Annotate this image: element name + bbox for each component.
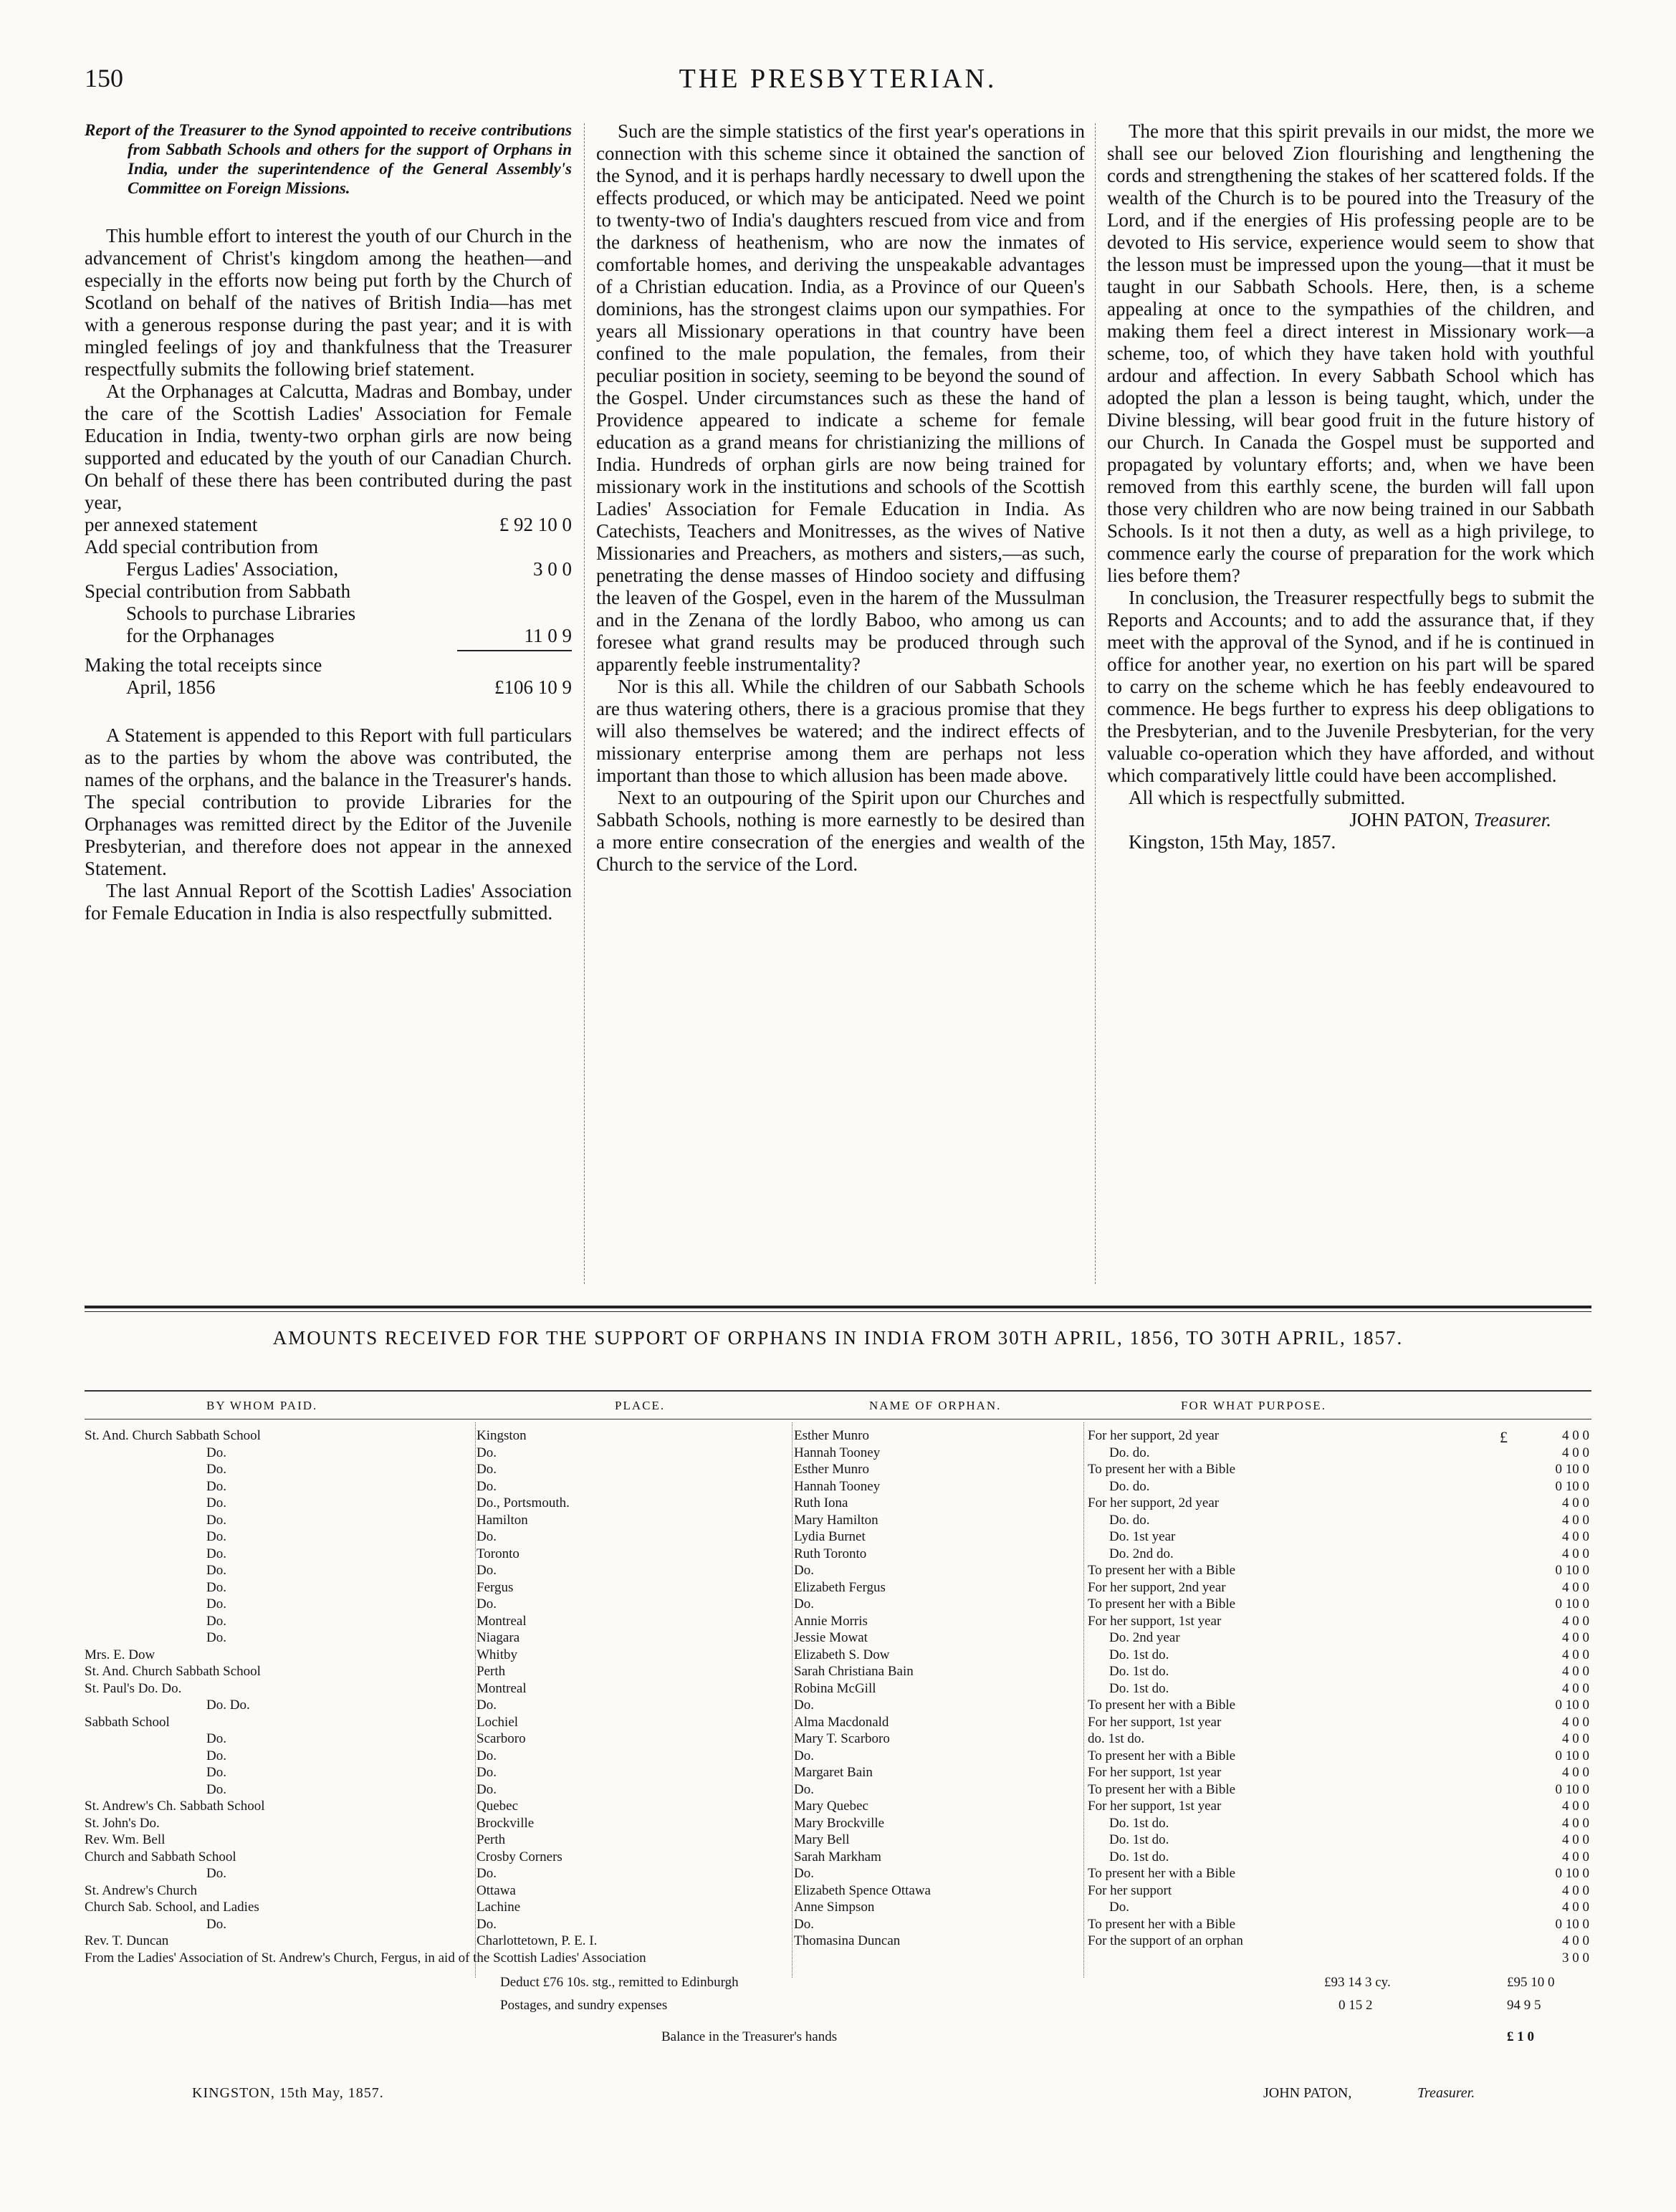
- orphan-name: Margaret Bain: [794, 1765, 873, 1780]
- orphan-name: Do.: [794, 1563, 814, 1578]
- paid-by: Do.: [206, 1563, 226, 1578]
- purpose: For her support, 2d year: [1088, 1495, 1220, 1510]
- amount: 4 0 0: [1562, 1900, 1589, 1915]
- table-row: [85, 1680, 1591, 1698]
- paragraph: The last Annual Report of the Scottish Ladies' Association for Female Education in India is also respectfully submitted.: [85, 880, 572, 924]
- stmt-label: Special contribution from Sabbath: [85, 580, 351, 602]
- place: Perth: [477, 1664, 506, 1679]
- paid-by: Do.: [206, 1731, 226, 1746]
- table-row: [85, 1562, 1591, 1579]
- paid-by: Rev. T. Duncan: [85, 1933, 169, 1948]
- orphan-name: Sarah Markham: [794, 1849, 881, 1864]
- purpose: Do. 1st do.: [1109, 1664, 1169, 1679]
- orphan-name: Do.: [794, 1781, 814, 1797]
- orphan-name: Sarah Christiana Bain: [794, 1664, 914, 1679]
- amount: 4 0 0: [1562, 1512, 1589, 1528]
- purpose: For her support, 2nd year: [1088, 1579, 1226, 1595]
- place: Quebec: [477, 1799, 519, 1814]
- paid-by: St. Andrew's Ch. Sabbath School: [85, 1799, 265, 1814]
- column-2: [596, 120, 1085, 876]
- table-row: [85, 1849, 1591, 1866]
- table-row: [85, 1461, 1591, 1478]
- paragraph: This humble effort to interest the youth of our Church in the advancement of Christ's kingdom among the heathen—and especially in the efforts now being put forth by the Church of Scotland on behalf of the natives of British India—has met with a generous response during the past year; and it is with mingled feelings of joy and thankfulness that the Treasurer respectfully submits the following brief statement.: [85, 225, 572, 380]
- table-row: [85, 1495, 1591, 1512]
- place: Charlottetown, P. E. I.: [477, 1933, 598, 1948]
- paid-by: Do.: [206, 1781, 226, 1797]
- paid-by: Do.: [206, 1478, 226, 1494]
- place: Do., Portsmouth.: [477, 1495, 570, 1510]
- table-row: [85, 1748, 1591, 1765]
- place: Toronto: [477, 1546, 519, 1561]
- amount: 4 0 0: [1562, 1647, 1589, 1662]
- orphan-name: Robina McGill: [794, 1680, 876, 1696]
- header-purpose: FOR WHAT PURPOSE.: [1181, 1399, 1326, 1412]
- section-rule: [85, 1311, 1591, 1312]
- place: Do.: [477, 1765, 497, 1780]
- paid-by: Do.: [206, 1866, 226, 1881]
- purpose: Do. do.: [1109, 1512, 1150, 1528]
- place: Brockville: [477, 1815, 535, 1831]
- orphan-name: Do.: [794, 1916, 814, 1932]
- table-row: [85, 1579, 1591, 1596]
- column-divider: [584, 123, 585, 1284]
- amount: 4 0 0: [1562, 1546, 1589, 1561]
- purpose: To present her with a Bible: [1088, 1781, 1236, 1797]
- table-row: [85, 1478, 1591, 1495]
- amount: 4 0 0: [1562, 1799, 1589, 1814]
- purpose: Do. 1st year: [1109, 1529, 1176, 1544]
- paragraph: Such are the simple statistics of the first year's operations in connection with this scheme since it obtained the sanction of the Synod, and it is perhaps hardly necessary to dwell upon the effects produced, or which may be anticipated. Need we point to twenty-two of India's daughters rescued from vice and from the darkness of heathenism, who are now the inmates of comfortable homes, and deriving the unspeakable advantages of a Christian education. India, as a Province of our Queen's dominions, has the strongest claims upon our sympathies. For years all Missionary operations in that country have been confined to the male population, the females, from their peculiar position in society, seeming to be beyond the sound of the Gospel. Under circumstances such as these the hand of Providence appeared to indicate a scheme for female education as a grand means for christianizing the millions of India. Hundreds of orphan girls are now being trained for missionary work in the institutions and schools of the Scottish Ladies' Association for Female Education in India. As Catechists, Teachers and Monitresses, as the wives of Native Missionaries and Preachers, as mothers and sisters,—as such, penetrating the dense masses of Hindoo society and diffusing the leaven of the Gospel, even in the harem of the Mussulman and in the Zenana of the lordly Baboo, who among us can foresee what grand results may be produced through such apparently feeble instrumentality?: [596, 120, 1085, 675]
- stmt-label: per annexed statement: [85, 514, 258, 535]
- purpose: For her support, 2d year: [1088, 1428, 1220, 1443]
- place: Do.: [477, 1529, 497, 1544]
- place: Crosby Corners: [477, 1849, 562, 1864]
- amount: 4 0 0: [1562, 1765, 1589, 1780]
- place: Ottawa: [477, 1882, 516, 1898]
- amount: 4 0 0: [1562, 1630, 1589, 1645]
- column-divider: [1095, 123, 1096, 1284]
- paid-by: Sabbath School: [85, 1714, 170, 1730]
- currency-symbol: £: [1500, 1428, 1508, 1446]
- amount: 4 0 0: [1562, 1680, 1589, 1696]
- page-header: [85, 63, 1591, 99]
- table-title: AMOUNTS RECEIVED FOR THE SUPPORT OF ORPHANS IN INDIA FROM 30TH APRIL, 1856, TO 30TH APRIL, 1857.: [272, 1327, 1404, 1349]
- table-row: [85, 1832, 1591, 1849]
- paragraph: In conclusion, the Treasurer respectfully begs to submit the Reports and Accounts; and to add the assurance that, if they meet with the approval of the Synod, and if he is continued in office for another year, no exertion on his part will be spared to carry on the scheme which he has feebly endeavoured to commence. He begs further to express his deep obligations to the Presbyterian, and to the Juvenile Presbyterian, for the very valuable co-operation which they have afforded, and without which comparatively little could have been accomplished.: [1107, 587, 1594, 786]
- amount: 0 10 0: [1555, 1478, 1589, 1494]
- place: Kingston: [477, 1428, 527, 1443]
- orphan-name: Do.: [794, 1748, 814, 1763]
- orphan-name: Mary Hamilton: [794, 1512, 878, 1528]
- purpose: Do. 1st do.: [1109, 1849, 1169, 1864]
- purpose: To present her with a Bible: [1088, 1596, 1236, 1612]
- place-date: Kingston, 15th May, 1857.: [1129, 831, 1336, 853]
- paid-by: Do.: [206, 1765, 226, 1780]
- purpose: do. 1st do.: [1088, 1731, 1145, 1746]
- table-row: [85, 1629, 1591, 1647]
- purpose: For her support, 1st year: [1088, 1765, 1222, 1780]
- table-row: [85, 1528, 1591, 1546]
- footer-role: Treasurer.: [1417, 2085, 1475, 2101]
- paid-by: Church Sab. School, and Ladies: [85, 1900, 259, 1915]
- stmt-label: for the Orphanages: [126, 625, 274, 646]
- orphan-name: Thomasina Duncan: [794, 1933, 901, 1948]
- amount: 4 0 0: [1562, 1529, 1589, 1544]
- paragraph: All which is respectfully submitted.: [1129, 787, 1406, 808]
- orphan-name: Mary Quebec: [794, 1799, 868, 1814]
- table-row: [85, 1781, 1591, 1799]
- place: Montreal: [477, 1680, 527, 1696]
- table-row: [85, 1596, 1591, 1613]
- orphan-name: Hannah Tooney: [794, 1445, 881, 1460]
- amount: 4 0 0: [1562, 1579, 1589, 1595]
- place: Do.: [477, 1596, 497, 1612]
- orphan-name: Do.: [794, 1596, 814, 1612]
- stmt-total: £106 10 9: [494, 676, 572, 698]
- amount: 4 0 0: [1562, 1882, 1589, 1898]
- amount: 0 10 0: [1555, 1563, 1589, 1578]
- paid-by: Do.: [206, 1512, 226, 1528]
- balance-label: Balance in the Treasurer's hands: [661, 2029, 838, 2044]
- orphan-name: Ruth Iona: [794, 1495, 848, 1510]
- stmt-amount: £ 92 10 0: [499, 514, 572, 535]
- postage-label: Postages, and sundry expenses: [500, 1998, 668, 2013]
- purpose: Do. 2nd do.: [1109, 1546, 1174, 1561]
- deduct-label: Deduct £76 10s. stg., remitted to Edinburgh: [500, 1975, 739, 1990]
- paid-by: Do.: [206, 1529, 226, 1544]
- paid-by: Do.: [206, 1916, 226, 1932]
- orphan-name: Jessie Mowat: [794, 1630, 868, 1645]
- orphan-name: Elizabeth Fergus: [794, 1579, 886, 1595]
- purpose: For her support, 1st year: [1088, 1714, 1222, 1730]
- stmt-label: Fergus Ladies' Association,: [126, 558, 339, 580]
- place: Lochiel: [477, 1714, 519, 1730]
- orphan-table: [85, 1427, 1591, 1966]
- paid-by: Rev. Wm. Bell: [85, 1832, 166, 1847]
- orphan-name: Elizabeth S. Dow: [794, 1647, 890, 1662]
- place: Do.: [477, 1563, 497, 1578]
- table-row: [85, 1764, 1591, 1781]
- header-by-whom: BY WHOM PAID.: [206, 1399, 318, 1412]
- journal-title: THE PRESBYTERIAN.: [679, 64, 997, 94]
- purpose: Do. do.: [1109, 1445, 1150, 1460]
- stmt-label: April, 1856: [126, 676, 216, 698]
- table-row: [85, 1899, 1591, 1916]
- table-row: [85, 1663, 1591, 1680]
- paid-by: St. And. Church Sabbath School: [85, 1664, 261, 1679]
- paid-by: Do. Do.: [206, 1698, 250, 1713]
- orphan-name: Do.: [794, 1866, 814, 1881]
- paid-by: Do.: [206, 1596, 226, 1612]
- place: Do.: [477, 1445, 497, 1460]
- stmt-amount: 3 0 0: [533, 558, 572, 580]
- place: Niagara: [477, 1630, 520, 1645]
- place: Do.: [477, 1748, 497, 1763]
- section-rule: [85, 1306, 1591, 1308]
- deduct-amount: £93 14 3 cy.: [1324, 1975, 1391, 1990]
- paid-by: From the Ladies' Association of St. Andrew's Church, Fergus, in aid of the Scottish Ladies' Association: [85, 1950, 646, 1966]
- paid-by: Do.: [206, 1630, 226, 1645]
- amount: 4 0 0: [1562, 1933, 1589, 1948]
- amount: 4 0 0: [1562, 1613, 1589, 1629]
- orphan-name: Lydia Burnet: [794, 1529, 866, 1544]
- paid-by: Do.: [206, 1579, 226, 1595]
- orphan-name: Esther Munro: [794, 1428, 870, 1443]
- amount: 4 0 0: [1562, 1731, 1589, 1746]
- stmt-amount: 11 0 9: [524, 625, 572, 646]
- amount: 0 10 0: [1555, 1748, 1589, 1763]
- place: Do.: [477, 1866, 497, 1881]
- purpose: To present her with a Bible: [1088, 1698, 1236, 1713]
- paragraph: At the Orphanages at Calcutta, Madras and Bombay, under the care of the Scottish Ladies' Association for Female Education in India, twenty-two orphan girls are now being supported and educated by the youth of our Canadian Church. On behalf of these there has been contributed during the past year,: [85, 380, 572, 513]
- table-row: [85, 1865, 1591, 1882]
- table-row: [85, 1546, 1591, 1563]
- place: Perth: [477, 1832, 506, 1847]
- signature: [1107, 809, 1594, 831]
- place: Do.: [477, 1698, 497, 1713]
- table-rule: [85, 1390, 1591, 1392]
- purpose: Do. 1st do.: [1109, 1647, 1169, 1662]
- purpose: For the support of an orphan: [1088, 1933, 1243, 1948]
- stmt-label: Add special contribution from: [85, 536, 319, 557]
- paid-by: Mrs. E. Dow: [85, 1647, 155, 1662]
- header-orphan: NAME OF ORPHAN.: [869, 1399, 1002, 1412]
- table-row: [85, 1933, 1591, 1950]
- paid-by: St. John's Do.: [85, 1815, 160, 1831]
- paid-by: St. And. Church Sabbath School: [85, 1428, 261, 1443]
- purpose: Do. 1st do.: [1109, 1680, 1169, 1696]
- purpose: For her support, 1st year: [1088, 1613, 1222, 1629]
- purpose: Do. 2nd year: [1109, 1630, 1180, 1645]
- table-row: [85, 1882, 1591, 1900]
- net-amount: 94 9 5: [1507, 1998, 1541, 2013]
- place: Whitby: [477, 1647, 517, 1662]
- purpose: For her support: [1088, 1882, 1172, 1898]
- paid-by: St. Paul's Do. Do.: [85, 1680, 182, 1696]
- amount: 0 10 0: [1555, 1698, 1589, 1713]
- paid-by: Church and Sabbath School: [85, 1849, 236, 1864]
- place: Montreal: [477, 1613, 527, 1629]
- paid-by: Do.: [206, 1748, 226, 1763]
- amount: 4 0 0: [1562, 1849, 1589, 1864]
- amount: 0 10 0: [1555, 1462, 1589, 1477]
- amount: 4 0 0: [1562, 1714, 1589, 1730]
- column-1: [85, 120, 572, 924]
- orphan-name: Alma Macdonald: [794, 1714, 889, 1730]
- header-place: PLACE.: [615, 1399, 666, 1412]
- purpose: To present her with a Bible: [1088, 1748, 1236, 1763]
- amount: 4 0 0: [1562, 1495, 1589, 1510]
- orphan-name: Annie Morris: [794, 1613, 868, 1629]
- place: Do.: [477, 1478, 497, 1494]
- footer-name: JOHN PATON,: [1263, 2085, 1352, 2101]
- table-row: [85, 1445, 1591, 1462]
- table-row: [85, 1714, 1591, 1731]
- place: Fergus: [477, 1579, 514, 1595]
- table-row: [85, 1815, 1591, 1832]
- purpose: For her support, 1st year: [1088, 1799, 1222, 1814]
- orphan-name: Elizabeth Spence Ottawa: [794, 1882, 931, 1898]
- table-row: [85, 1512, 1591, 1529]
- table-header: [85, 1396, 1591, 1417]
- amount: 0 10 0: [1555, 1866, 1589, 1881]
- table-row: [85, 1916, 1591, 1933]
- paid-by: St. Andrew's Church: [85, 1882, 198, 1898]
- table-row: [85, 1647, 1591, 1664]
- orphan-name: Mary Bell: [794, 1832, 850, 1847]
- purpose: Do. do.: [1109, 1478, 1150, 1494]
- stmt-label: Making the total receipts since: [85, 654, 322, 676]
- place: Do.: [477, 1781, 497, 1797]
- signature-role: Treasurer.: [1473, 809, 1551, 830]
- purpose: To present her with a Bible: [1088, 1916, 1236, 1932]
- place: Do.: [477, 1916, 497, 1932]
- purpose: Do. 1st do.: [1109, 1832, 1169, 1847]
- stmt-label: Schools to purchase Libraries: [126, 603, 356, 624]
- orphan-name: Anne Simpson: [794, 1900, 875, 1915]
- amount: 4 0 0: [1562, 1832, 1589, 1847]
- orphan-name: Ruth Toronto: [794, 1546, 867, 1561]
- report-title: Report of the Treasurer to the Synod appointed to receive contributions from Sabbath Schools and others for the support of Orphans in India, under the superintendence of the General Assembly's Committee on Foreign Missions.: [85, 121, 572, 197]
- table-row: [85, 1730, 1591, 1748]
- place: Scarboro: [477, 1731, 526, 1746]
- paid-by: Do.: [206, 1613, 226, 1629]
- paragraph: A Statement is appended to this Report with full particulars as to the parties by whom the above was contributed, the names of the orphans, and the balance in the Treasurer's hands. The special contribution to provide Libraries for the Orphanages was remitted direct by the Editor of the Juvenile Presbyterian, and therefore does not appear in the annexed Statement.: [85, 724, 572, 879]
- amount: 0 10 0: [1555, 1781, 1589, 1797]
- place: Do.: [477, 1462, 497, 1477]
- sum-rule: [457, 650, 572, 651]
- postage-amount: 0 15 2: [1339, 1998, 1373, 2013]
- amount: 3 0 0: [1562, 1950, 1589, 1966]
- amount: 4 0 0: [1562, 1428, 1589, 1443]
- orphan-name: Esther Munro: [794, 1462, 870, 1477]
- place: Lachine: [477, 1900, 521, 1915]
- table-row: [85, 1950, 1591, 1967]
- table-row: [85, 1613, 1591, 1630]
- purpose: Do. 1st do.: [1109, 1815, 1169, 1831]
- signature-name: JOHN PATON,: [1349, 809, 1469, 830]
- orphan-name: Do.: [794, 1698, 814, 1713]
- purpose: To present her with a Bible: [1088, 1563, 1236, 1578]
- amount: 4 0 0: [1562, 1445, 1589, 1460]
- subtotal: £95 10 0: [1507, 1975, 1555, 1990]
- receipts-statement: [85, 514, 572, 699]
- amount: 0 10 0: [1555, 1916, 1589, 1932]
- column-3: [1107, 120, 1594, 853]
- table-row: [85, 1697, 1591, 1714]
- balance-amount: £ 1 0: [1507, 2029, 1534, 2044]
- footer-place-date: KINGSTON, 15th May, 1857.: [192, 2085, 384, 2101]
- paid-by: Do.: [206, 1495, 226, 1510]
- amount: 4 0 0: [1562, 1664, 1589, 1679]
- purpose: To present her with a Bible: [1088, 1462, 1236, 1477]
- place: Hamilton: [477, 1512, 528, 1528]
- paragraph: Next to an outpouring of the Spirit upon our Churches and Sabbath Schools, nothing is more earnestly to be desired than a more entire consecration of the energies and wealth of the Church to the service of the Lord.: [596, 787, 1085, 875]
- purpose: To present her with a Bible: [1088, 1866, 1236, 1881]
- amount: 4 0 0: [1562, 1815, 1589, 1831]
- paid-by: Do.: [206, 1445, 226, 1460]
- paragraph: The more that this spirit prevails in our midst, the more we shall see our beloved Zion flourishing and lengthening the cords and strengthening the stakes of her scattered folds. If the wealth of the Church is to be poured into the Treasury of the Lord, and if the energies of His professing people are to be devoted to His service, experience would seem to show that the lesson must be impressed upon the young—that it must be taught in our Sabbath Schools. Here, then, is a scheme appealing at once to the sympathies of the children, and making them feel a direct interest in Missionary work—a scheme, too, of which they have taken hold with youthful ardour and affection. In every Sabbath School which has adopted the plan a lesson is being taught, which, under the Divine blessing, will bear good fruit in the future history of our Church. In Canada the Gospel must be supported and propagated by voluntary efforts; and, when we have been removed from this earthly scene, the burden will fall upon those very children who are now being trained in our Sabbath Schools. Is it not then a duty, as well as a high privilege, to commence early the course of preparation for the work which lies before them?: [1107, 120, 1594, 586]
- paid-by: Do.: [206, 1546, 226, 1561]
- orphan-name: Hannah Tooney: [794, 1478, 881, 1494]
- paragraph: Nor is this all. While the children of our Sabbath Schools are thus watering others, there is a gracious promise that they will also themselves be watered; and the indirect effects of missionary enterprise among them are perhaps not less important than those to which allusion has been made above.: [596, 676, 1085, 786]
- table-row: [85, 1798, 1591, 1815]
- purpose: Do.: [1109, 1900, 1129, 1915]
- orphan-name: Mary T. Scarboro: [794, 1731, 890, 1746]
- table-row: [85, 1427, 1591, 1445]
- paid-by: Do.: [206, 1462, 226, 1477]
- page-number: 150: [85, 64, 123, 92]
- amount: 0 10 0: [1555, 1596, 1589, 1612]
- orphan-name: Mary Brockville: [794, 1815, 885, 1831]
